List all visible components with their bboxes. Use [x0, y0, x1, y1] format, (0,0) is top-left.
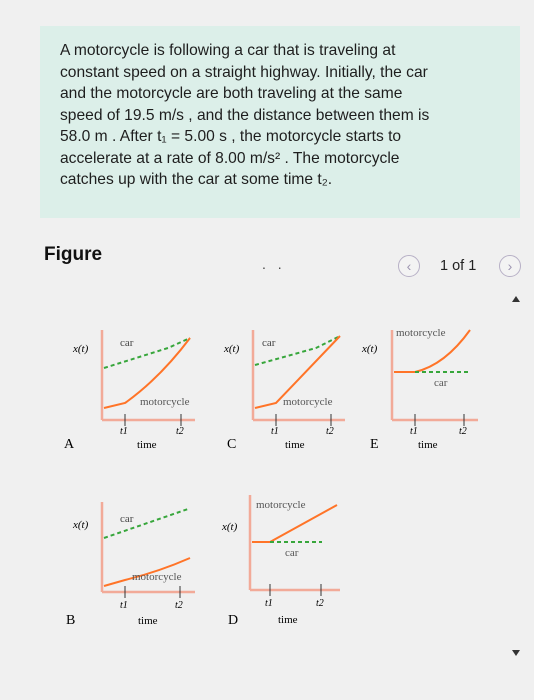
scroll-down-arrow[interactable]	[512, 650, 520, 656]
graph-c-time-label: time	[285, 439, 305, 451]
graph-c	[223, 330, 345, 452]
graph-a-motorcycle-label: motorcycle	[140, 396, 190, 408]
graph-b-t1-label: t1	[120, 600, 128, 611]
graph-a-car-label: car	[120, 337, 134, 349]
graph-e-t2-label: t2	[459, 426, 467, 437]
chevron-left-icon: ‹	[406, 258, 412, 274]
graph-c-y-label: x(t)	[224, 343, 240, 355]
next-figure-button[interactable]	[499, 255, 521, 277]
problem-line-2: constant speed on a straight highway. Initially, the car	[60, 63, 428, 81]
problem-line-7: catches up with the car at some time t₂.	[60, 171, 333, 188]
graph-d-letter: D	[228, 613, 239, 628]
graph-c-motorcycle-label: motorcycle	[283, 396, 333, 408]
graph-c-car-label: car	[262, 337, 276, 349]
graph-b-t2-label: t2	[175, 600, 183, 611]
graph-e-t1-label: t1	[410, 426, 418, 437]
graph-b	[66, 502, 195, 628]
graph-e-motorcycle-label: motorcycle	[396, 327, 446, 339]
graph-b-car-label: car	[120, 513, 134, 525]
graph-b-car-line	[104, 509, 188, 538]
graph-a-t1-label: t1	[120, 426, 128, 437]
problem-line-4: speed of 19.5 m/s , and the distance between them is	[60, 106, 430, 124]
figure-pager-text: 1 of 1	[440, 258, 477, 274]
graph-e-letter: E	[370, 437, 379, 452]
problem-statement	[40, 26, 520, 218]
graph-a-letter: A	[64, 437, 75, 452]
problem-line-5: 58.0 m . After t₁ = 5.00 s , the motorcycle starts to	[60, 128, 402, 145]
graph-b-motorcycle-label: motorcycle	[132, 571, 182, 583]
problem-line-3: and the motorcycle are both traveling at the same	[60, 85, 403, 102]
graph-c-letter: C	[227, 437, 237, 452]
graph-d-y-label: x(t)	[222, 521, 238, 533]
graph-e-time-label: time	[418, 439, 438, 451]
graph-d	[221, 495, 340, 628]
scroll-up-arrow[interactable]	[512, 296, 520, 302]
graph-d-t1-label: t1	[265, 598, 273, 609]
graph-c-t2-label: t2	[326, 426, 334, 437]
graph-d-t2-label: t2	[316, 598, 324, 609]
graph-b-letter: B	[66, 613, 76, 628]
graph-b-y-label: x(t)	[73, 519, 89, 531]
graph-a-t2-label: t2	[176, 426, 184, 437]
figure-dots: . .	[262, 256, 286, 272]
graph-c-t1-label: t1	[271, 426, 279, 437]
graph-e-y-label: x(t)	[362, 343, 378, 355]
chevron-right-icon: ›	[507, 258, 513, 274]
graph-a	[64, 330, 195, 452]
prev-figure-button[interactable]	[398, 255, 420, 277]
graph-b-time-label: time	[138, 615, 158, 627]
graph-a-time-label: time	[137, 439, 157, 451]
figure-title: Figure	[44, 244, 103, 265]
problem-line-1: A motorcycle is following a car that is traveling at	[60, 42, 396, 59]
graph-d-time-label: time	[278, 614, 298, 626]
graph-e	[361, 327, 478, 452]
graph-d-car-label: car	[285, 547, 299, 559]
graph-e-car-label: car	[434, 377, 448, 389]
graph-a-y-label: x(t)	[73, 343, 89, 355]
graph-d-motorcycle-label: motorcycle	[256, 499, 306, 511]
problem-line-6: accelerate at a rate of 8.00 m/s² . The motorcycle	[60, 149, 400, 167]
figure-graphs	[40, 290, 510, 640]
